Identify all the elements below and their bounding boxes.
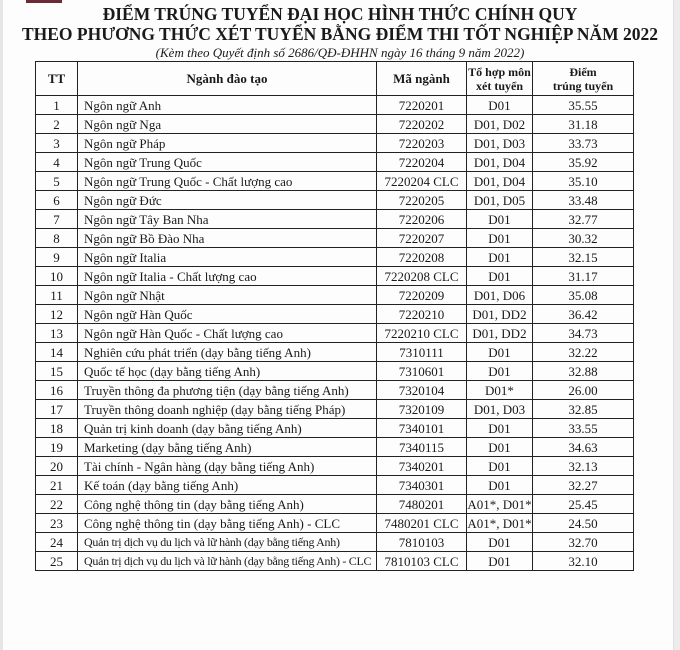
table-row (36, 229, 634, 248)
admission-score: 26.00 (533, 381, 634, 400)
program-code: 7220210 CLC (377, 324, 467, 343)
row-number: 7 (36, 210, 78, 229)
program-name: Ngôn ngữ Trung Quốc (78, 153, 377, 172)
program-name: Quốc tế học (dạy bằng tiếng Anh) (78, 362, 377, 381)
program-code: 7310111 (377, 343, 467, 362)
admission-score: 33.73 (533, 134, 634, 153)
admission-score: 32.70 (533, 533, 634, 552)
table-row (36, 438, 634, 457)
program-name: Ngôn ngữ Trung Quốc - Chất lượng cao (78, 172, 377, 191)
table-row (36, 381, 634, 400)
subject-combination: D01, D03 (467, 134, 533, 153)
program-name: Ngôn ngữ Italia - Chất lượng cao (78, 267, 377, 286)
admission-score: 32.10 (533, 552, 634, 571)
program-code: 7220208 (377, 248, 467, 267)
table-row (36, 134, 634, 153)
subject-combination: D01 (467, 248, 533, 267)
program-name: Truyền thông doanh nghiệp (dạy bằng tiếng Pháp) (78, 400, 377, 419)
page-edge-right (673, 0, 680, 650)
header-combo-line1: Tổ hợp môn (468, 64, 531, 79)
document-subtitle: (Kèm theo Quyết định số 2686/QĐ-ĐHHN ngày 16 tháng 9 năm 2022) (155, 45, 525, 60)
document-title-line1: ĐIỂM TRÚNG TUYỂN ĐẠI HỌC HÌNH THỨC CHÍNH QUY (102, 4, 578, 24)
table-row (36, 248, 634, 267)
program-code: 7220201 (377, 96, 467, 115)
subject-combination: D01, DD2 (467, 324, 533, 343)
subject-combination: D01 (467, 210, 533, 229)
program-code: 7220202 (377, 115, 467, 134)
row-number: 3 (36, 134, 78, 153)
admission-score: 32.85 (533, 400, 634, 419)
row-number: 22 (36, 495, 78, 514)
row-number: 6 (36, 191, 78, 210)
header-combo (467, 62, 533, 96)
admission-score: 33.48 (533, 191, 634, 210)
program-code: 7220210 (377, 305, 467, 324)
program-code: 7320109 (377, 400, 467, 419)
table-row (36, 286, 634, 305)
subject-combination: A01*, D01* (467, 496, 532, 512)
admission-score: 32.77 (533, 210, 634, 229)
row-number: 11 (36, 286, 78, 305)
program-name: Truyền thông đa phương tiện (dạy bằng tiếng Anh) (78, 381, 377, 400)
row-number: 10 (36, 267, 78, 286)
table-row (36, 362, 634, 381)
subject-combination: A01*, D01* (467, 515, 532, 531)
subject-combination: D01, D04 (467, 153, 533, 172)
table-row (36, 267, 634, 286)
row-number: 15 (36, 362, 78, 381)
admission-score: 31.18 (533, 115, 634, 134)
subject-combination: D01 (467, 343, 533, 362)
table-row (36, 419, 634, 438)
subject-combination: D01 (467, 229, 533, 248)
subject-combination: D01, D02 (467, 115, 533, 134)
admission-score: 35.08 (533, 286, 634, 305)
row-number: 24 (36, 533, 78, 552)
subject-combination: D01 (467, 419, 533, 438)
admission-score: 32.88 (533, 362, 634, 381)
header-combo-line2: xét tuyển (476, 78, 523, 93)
program-code: 7310601 (377, 362, 467, 381)
program-code: 7220209 (377, 286, 467, 305)
admission-score: 32.27 (533, 476, 634, 495)
program-code: 7220206 (377, 210, 467, 229)
admission-score: 36.42 (533, 305, 634, 324)
subject-combination: D01 (467, 362, 533, 381)
table-row (36, 172, 634, 191)
program-name: Ngôn ngữ Pháp (78, 134, 377, 153)
program-code: 7340101 (377, 419, 467, 438)
table-row (36, 210, 634, 229)
program-code: 7810103 CLC (377, 552, 467, 571)
program-code: 7220208 CLC (377, 267, 467, 286)
program-name: Công nghệ thông tin (dạy bằng tiếng Anh) (78, 495, 377, 514)
admission-score: 34.63 (533, 438, 634, 457)
admission-scores-table (35, 61, 634, 571)
table-row (36, 476, 634, 495)
row-number: 4 (36, 153, 78, 172)
program-name: Ngôn ngữ Anh (78, 96, 377, 115)
table-row (36, 514, 634, 533)
header-tt: TT (36, 62, 78, 96)
row-number: 13 (36, 324, 78, 343)
row-number: 17 (36, 400, 78, 419)
header-score-line2: trúng tuyển (552, 78, 614, 93)
program-name: Marketing (dạy bằng tiếng Anh) (78, 438, 377, 457)
program-name: Ngôn ngữ Italia (78, 248, 377, 267)
admission-score: 32.22 (533, 343, 634, 362)
table-row (36, 457, 634, 476)
row-number: 23 (36, 514, 78, 533)
subject-combination: D01 (467, 533, 533, 552)
subject-combination: D01 (467, 267, 533, 286)
program-code: 7220207 (377, 229, 467, 248)
program-code: 7340115 (377, 438, 467, 457)
program-name: Quản trị dịch vụ du lịch và lữ hành (dạy bằng tiếng Anh) (78, 533, 377, 552)
subject-combination: D01 (467, 476, 533, 495)
row-number: 18 (36, 419, 78, 438)
admission-score: 30.32 (533, 229, 634, 248)
admission-score: 32.13 (533, 457, 634, 476)
subject-combination: D01* (467, 381, 533, 400)
row-number: 21 (36, 476, 78, 495)
header-score (533, 62, 634, 96)
row-number: 20 (36, 457, 78, 476)
program-name: Ngôn ngữ Hàn Quốc (78, 305, 377, 324)
subject-combination: D01 (467, 438, 533, 457)
row-number: 5 (36, 172, 78, 191)
row-number: 9 (36, 248, 78, 267)
program-name: Ngôn ngữ Hàn Quốc - Chất lượng cao (78, 324, 377, 343)
table-row (36, 343, 634, 362)
admission-score: 24.50 (533, 514, 634, 533)
admission-score: 35.10 (533, 172, 634, 191)
document-title-line2: THEO PHƯƠNG THỨC XÉT TUYỂN BẰNG ĐIỂM THI TỐT NGHIỆP NĂM 2022 (21, 24, 659, 44)
program-code: 7810103 (377, 533, 467, 552)
table-row (36, 305, 634, 324)
row-number: 16 (36, 381, 78, 400)
subject-combination: D01, D06 (467, 286, 533, 305)
program-name: Nghiên cứu phát triển (dạy bằng tiếng Anh) (78, 343, 377, 362)
row-number: 25 (36, 552, 78, 571)
program-code: 7340301 (377, 476, 467, 495)
admission-score: 33.55 (533, 419, 634, 438)
program-name: Tài chính - Ngân hàng (dạy bằng tiếng Anh) (78, 457, 377, 476)
subject-combination: D01 (467, 552, 533, 571)
program-name: Ngôn ngữ Bồ Đào Nha (78, 229, 377, 248)
page-edge-left (0, 0, 3, 650)
program-name: Ngôn ngữ Nga (78, 115, 377, 134)
header-name: Ngành đào tạo (78, 62, 377, 96)
program-name: Quản trị kinh doanh (dạy bằng tiếng Anh) (78, 419, 377, 438)
program-name: Quản trị dịch vụ du lịch và lữ hành (dạy bằng tiếng Anh) - CLC (78, 552, 377, 571)
table-row (36, 96, 634, 115)
program-name: Kế toán (dạy bằng tiếng Anh) (78, 476, 377, 495)
program-name: Công nghệ thông tin (dạy bằng tiếng Anh) - CLC (78, 514, 377, 533)
table-row (36, 400, 634, 419)
row-number: 1 (36, 96, 78, 115)
row-number: 2 (36, 115, 78, 134)
admission-score: 35.92 (533, 153, 634, 172)
program-code: 7220203 (377, 134, 467, 153)
row-number: 14 (36, 343, 78, 362)
table-row (36, 324, 634, 343)
program-code: 7220204 (377, 153, 467, 172)
program-name: Ngôn ngữ Đức (78, 191, 377, 210)
table-row (36, 153, 634, 172)
table-header-row (36, 62, 634, 96)
table-row (36, 495, 634, 514)
subject-combination: D01 (467, 96, 533, 115)
program-name: Ngôn ngữ Tây Ban Nha (78, 210, 377, 229)
program-code: 7480201 CLC (377, 514, 467, 533)
program-code: 7320104 (377, 381, 467, 400)
table-row (36, 552, 634, 571)
subject-combination: D01, DD2 (467, 305, 533, 324)
header-code: Mã ngành (377, 62, 467, 96)
admission-score: 25.45 (533, 495, 634, 514)
admission-score: 34.73 (533, 324, 634, 343)
admission-score: 32.15 (533, 248, 634, 267)
row-number: 12 (36, 305, 78, 324)
table-row (36, 191, 634, 210)
header-score-line1: Điểm (569, 64, 597, 79)
program-code: 7340201 (377, 457, 467, 476)
table-row (36, 533, 634, 552)
subject-combination: D01, D05 (467, 191, 533, 210)
header-accent-bar (26, 0, 62, 3)
row-number: 8 (36, 229, 78, 248)
row-number: 19 (36, 438, 78, 457)
program-code: 7480201 (377, 495, 467, 514)
subject-combination: D01 (467, 457, 533, 476)
admission-score: 31.17 (533, 267, 634, 286)
table-row (36, 115, 634, 134)
subject-combination: D01, D03 (467, 400, 533, 419)
program-code: 7220204 CLC (377, 172, 467, 191)
admission-score: 35.55 (533, 96, 634, 115)
program-code: 7220205 (377, 191, 467, 210)
program-name: Ngôn ngữ Nhật (78, 286, 377, 305)
subject-combination: D01, D04 (467, 172, 533, 191)
